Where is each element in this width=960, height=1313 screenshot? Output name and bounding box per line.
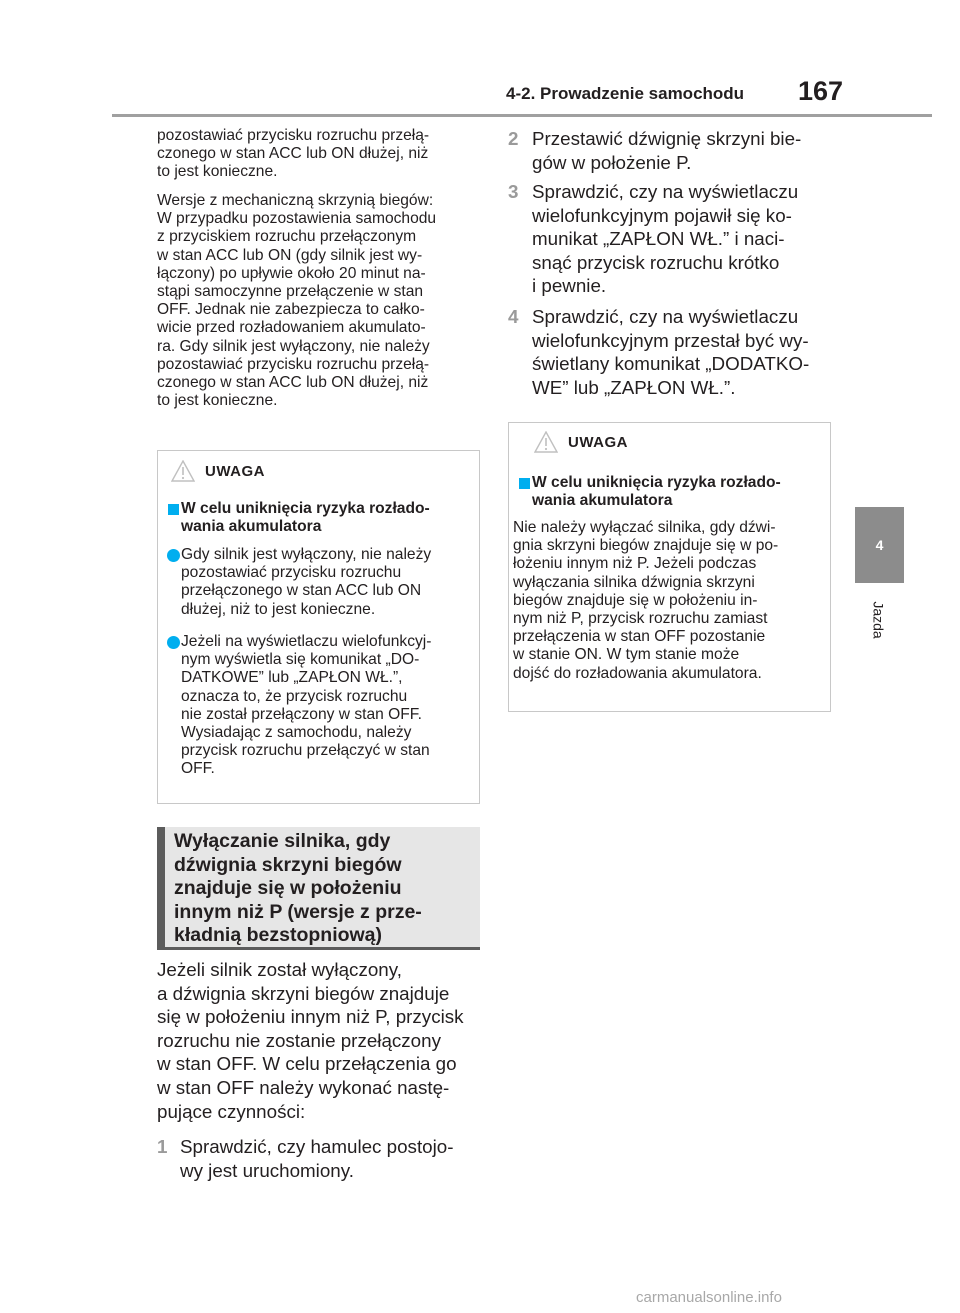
text-line: w stan ACC lub ON (gdy silnik jest wy- [157,246,423,264]
warning-triangle-icon [534,431,558,453]
text-line: przełączenia w stan OFF pozostanie [513,628,766,646]
section-heading [157,827,480,950]
text-line: wyłączania silnika dźwignia skrzyni [513,573,755,591]
text-line: a dźwignia skrzyni biegów znajduje [157,982,450,1004]
warning-bullet-1 [181,546,431,619]
text-line: ra. Gdy silnik jest wyłączony, nie należy [157,337,430,355]
text-line: w stan OFF należy wykonać nastę- [157,1076,450,1098]
text-line: w stanie ON. W tym stanie może [513,646,740,664]
body-paragraph [157,958,464,1123]
running-header-section: 4-2. Prowadzenie samochodu [506,84,745,103]
warning-box-right [508,422,831,712]
text-line: wania akumulatora [181,518,322,536]
text-line: łączony) po upływie około 20 minut na- [157,264,426,282]
text-line: Wysiadając z samochodu, należy [181,724,412,742]
square-bullet-icon [519,478,530,489]
text-line: DATKOWE” lub „ZAPŁON WŁ.”, [181,669,403,687]
header-rule [112,114,932,117]
text-line: przełączonego w stan ACC lub ON [181,582,422,600]
warning-heading [181,500,430,536]
text-line: Gdy silnik jest wyłączony, nie należy [181,546,432,563]
text-line: gnia skrzyni biegów znajduje się w po- [513,537,779,555]
intro-paragraph [157,127,482,182]
step-4-text [532,305,809,399]
text-line: wy jest uruchomiony. [180,1159,354,1181]
warning-header [534,431,628,453]
step-3-text [532,180,798,298]
text-line: gów w położenie P. [532,151,692,173]
text-line: Jeżeli silnik został wyłączony, [157,959,402,980]
text-line: to jest konieczne. [157,392,278,410]
text-line: wielofunkcyjnym pojawił się ko- [532,204,792,226]
manual-transmission-paragraph [157,192,482,410]
warning-text [513,519,778,683]
watermark-text: carmanualsonline.info [636,1289,782,1306]
page-number: 167 [798,76,844,106]
round-bullet-icon [167,549,180,562]
text-line: dłużej, niż to jest konieczne. [181,600,376,618]
text-line: Jeżeli na wyświetlaczu wielofunkcyj- [181,633,432,650]
text-line: Wersje z mechaniczną skrzynią biegów: [157,192,434,209]
step-number-1: 1 [157,1136,168,1157]
text-line: wania akumulatora [532,492,673,510]
square-bullet-icon [168,504,179,515]
text-line: wielofunkcyjnym przestał być wy- [532,329,809,351]
text-line: świetlany komunikat „DODATKO- [532,353,810,375]
step-2-text [532,127,801,174]
text-line: pozostawiać przycisku rozruchu przełą- [157,127,430,144]
warning-title: UWAGA [568,433,628,451]
text-line: snąć przycisk rozruchu krótko [532,251,780,273]
round-bullet-icon [167,636,180,649]
text-line: Przestawić dźwignię skrzyni bie- [532,128,802,149]
text-line: Nie należy wyłączać silnika, gdy dźwi- [513,519,776,536]
chapter-tab [855,507,904,583]
text-line: dźwignia skrzyni biegów [174,853,402,876]
text-line: oznacza to, że przycisk rozruchu [181,687,408,705]
warning-title: UWAGA [205,462,265,480]
step-number-2: 2 [508,128,519,149]
text-line: nym wyświetla się komunikat „DO- [181,651,420,669]
text-line: munikat „ZAPŁON WŁ.” i naci- [532,228,785,250]
text-line: nym niż P, przycisk rozruchu zamiast [513,610,768,628]
warning-header [171,460,265,482]
text-line: Sprawdzić, czy hamulec postojo- [180,1136,454,1157]
step-1-text [180,1135,453,1182]
text-line: w stan OFF. W celu przełączenia go [157,1053,457,1075]
text-line: przycisk rozruchu przełączyć w stan [181,742,430,760]
text-line: stąpi samoczynne przełączenie w stan [157,283,424,301]
warning-triangle-icon [171,460,195,482]
text-line: kładnią bezstopniową) [174,924,383,947]
text-line: Sprawdzić, czy na wyświetlaczu [532,181,799,202]
text-line: pujące czynności: [157,1100,306,1122]
warning-heading [532,474,781,510]
text-line: wicie przed rozładowaniem akumulato- [157,319,426,337]
step-number-3: 3 [508,181,519,202]
warning-box-left [157,450,480,804]
warning-bullet-2 [181,633,431,779]
chapter-tab-number: 4 [875,537,884,553]
text-line: W celu uniknięcia ryzyka rozłado- [181,500,430,517]
text-line: W przypadku pozostawienia samochodu [157,210,437,228]
text-line: z przyciskiem rozruchu przełączonym [157,228,417,246]
chapter-tab-label-text: Jazda [870,601,887,639]
text-line: OFF. Jednak nie zabezpiecza to całko- [157,301,425,319]
text-line: czonego w stan ACC lub ON dłużej, niż [157,374,429,392]
section-heading-text [174,830,422,948]
text-line: i pewnie. [532,275,607,297]
text-line: OFF. [181,760,215,778]
text-line: dojść do rozładowania akumulatora. [513,664,762,682]
text-line: W celu uniknięcia ryzyka rozłado- [532,474,781,491]
text-line: łożeniu innym niż P. Jeżeli podczas [513,555,757,573]
text-line: czonego w stan ACC lub ON dłużej, niż [157,145,429,163]
text-line: rozruchu nie zostanie przełączony [157,1029,441,1051]
text-line: nie został przełączony w stan OFF. [181,705,422,723]
text-line: znajduje się w położeniu [174,877,402,900]
text-line: biegów znajduje się w położeniu in- [513,591,758,609]
text-line: pozostawiać przycisku rozruchu przełą- [157,355,430,373]
step-number-4: 4 [508,306,519,327]
text-line: Sprawdzić, czy na wyświetlaczu [532,306,799,327]
text-line: się w położeniu innym niż P, przycisk [157,1006,464,1028]
text-line: innym niż P (wersje z prze- [174,900,422,923]
text-line: Wyłączanie silnika, gdy [174,830,391,852]
text-line: WE” lub „ZAPŁON WŁ.”. [532,376,736,398]
chapter-tab-label [856,595,902,645]
text-line: to jest konieczne. [157,163,278,181]
text-line: pozostawiać przycisku rozruchu [181,564,402,582]
